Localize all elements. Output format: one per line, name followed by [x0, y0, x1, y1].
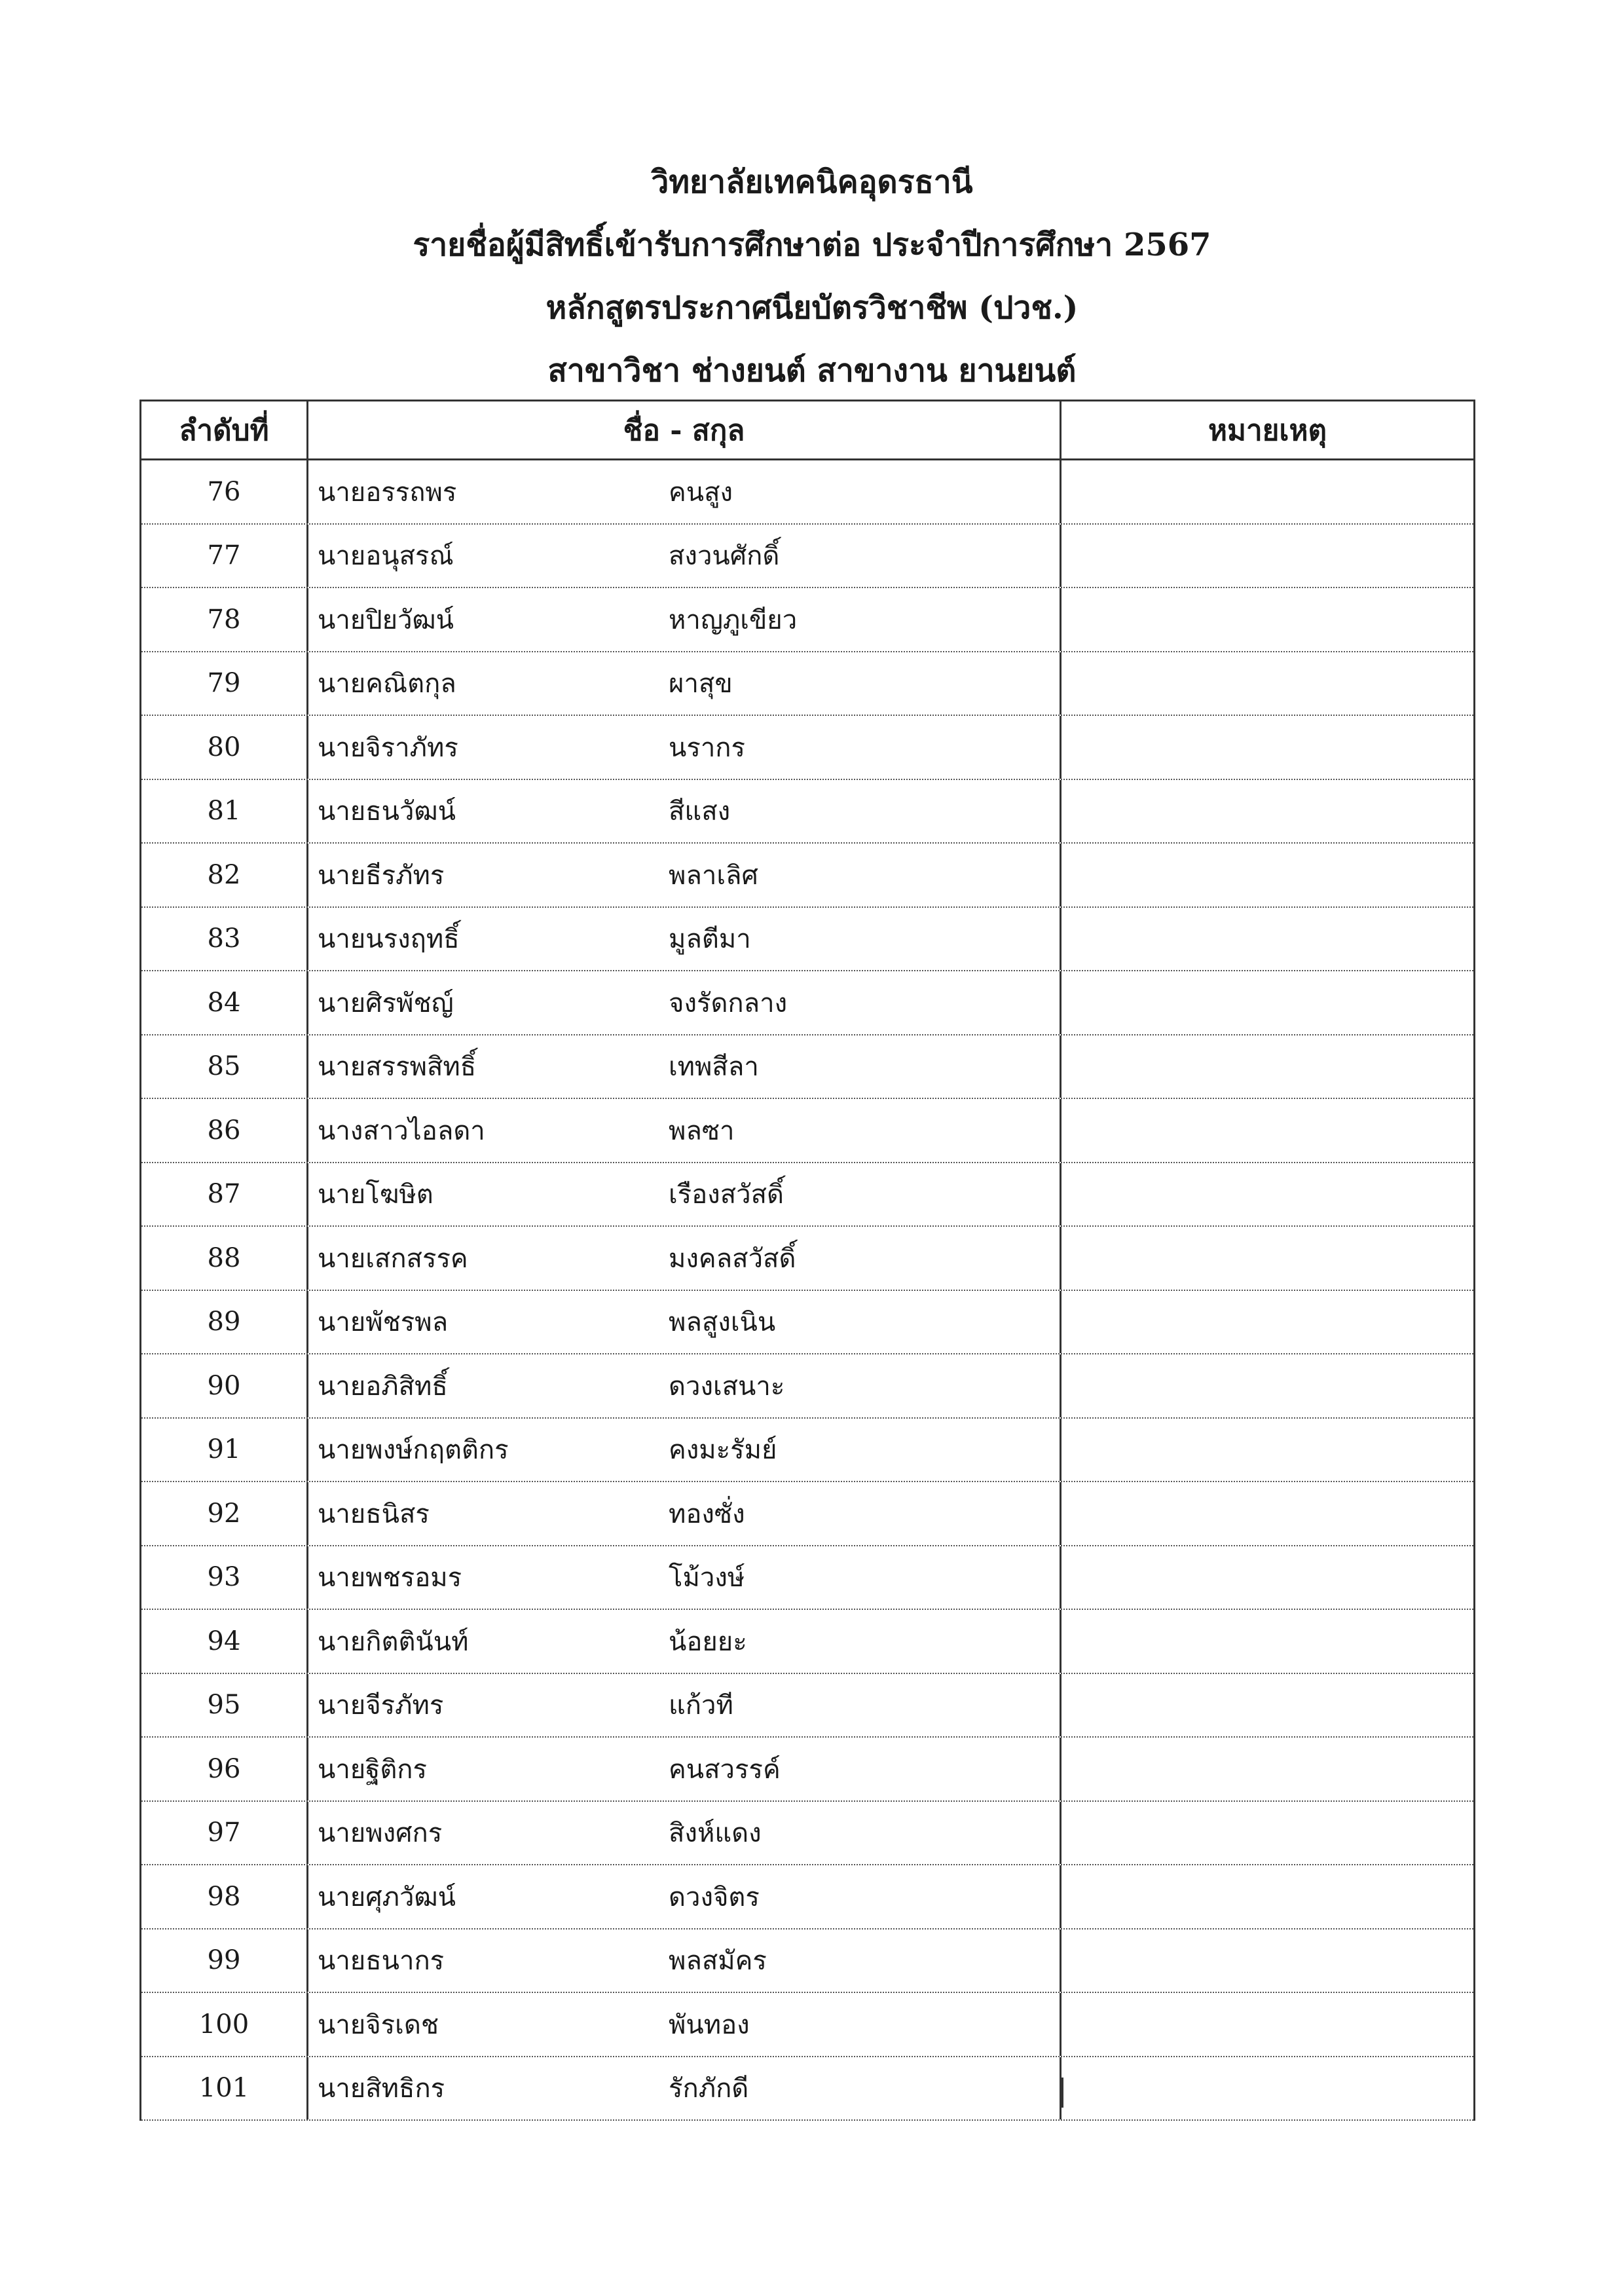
row-remark	[1061, 1546, 1473, 1609]
row-number: 89	[141, 1291, 308, 1354]
header-number: ลำดับที่	[141, 401, 308, 458]
row-full-name	[308, 460, 1061, 523]
row-full-name	[308, 1610, 1061, 1673]
row-number: 100	[141, 1993, 308, 2056]
row-number: 80	[141, 716, 308, 779]
first-name: นายกิตตินันท์	[318, 1626, 469, 1657]
first-name: นายคณิตกุล	[318, 669, 456, 699]
row-full-name	[308, 1227, 1061, 1290]
row-full-name	[308, 1738, 1061, 1800]
row-full-name	[308, 1865, 1061, 1928]
row-full-name	[308, 780, 1061, 843]
table-row	[141, 588, 1473, 652]
row-number: 93	[141, 1546, 308, 1609]
college-name: วิทยาลัยเทคนิคอุดรธานี	[651, 164, 973, 200]
row-remark	[1061, 971, 1473, 1034]
row-number: 81	[141, 780, 308, 843]
table-row	[141, 1035, 1473, 1100]
row-number: 84	[141, 971, 308, 1034]
first-name: นายฐิติกร	[318, 1754, 427, 1785]
row-full-name	[308, 1674, 1061, 1737]
row-full-name	[308, 1546, 1061, 1609]
first-name: นายสรรพสิทธิ์	[318, 1052, 477, 1083]
row-number: 78	[141, 588, 308, 651]
last-name: สงวนศักดิ์	[669, 541, 780, 572]
row-remark	[1061, 1738, 1473, 1800]
table-row	[141, 460, 1473, 525]
row-number: 90	[141, 1354, 308, 1417]
first-name: นายอภิสิทธิ์	[318, 1371, 448, 1402]
last-name: พลาเลิศ	[669, 860, 758, 891]
last-name: คนสวรรค์	[669, 1754, 781, 1785]
row-number: 91	[141, 1419, 308, 1482]
row-full-name	[308, 1035, 1061, 1098]
row-remark	[1061, 1929, 1473, 1992]
header-name: ชื่อ - สกุล	[308, 401, 1061, 458]
column-divider	[306, 2078, 308, 2108]
last-name: พันทอง	[669, 2009, 750, 2040]
row-number: 92	[141, 1482, 308, 1545]
row-number: 99	[141, 1929, 308, 1992]
last-name: พลสูงเนิน	[669, 1307, 776, 1338]
first-name: นายปิยวัฒน์	[318, 605, 454, 635]
row-remark	[1061, 460, 1473, 523]
row-number: 94	[141, 1610, 308, 1673]
row-number: 101	[141, 2057, 308, 2120]
last-name: ผาสุข	[669, 669, 733, 699]
row-number: 98	[141, 1865, 308, 1928]
table-row	[141, 971, 1473, 1035]
last-name: มูลตีมา	[669, 924, 751, 955]
row-number: 86	[141, 1099, 308, 1162]
list-title: รายชื่อผู้มีสิทธิ์เข้ารับการศึกษาต่อ ประจำปีการศึกษา 2567	[413, 227, 1211, 263]
header-remark: หมายเหตุ	[1208, 413, 1327, 447]
row-remark	[1061, 1610, 1473, 1673]
row-remark	[1061, 716, 1473, 779]
last-name: คงมะรัมย์	[669, 1435, 777, 1466]
table-row	[141, 525, 1473, 589]
table-row	[141, 1482, 1473, 1546]
row-full-name	[308, 652, 1061, 715]
first-name: นายเสกสรรค	[318, 1243, 468, 1274]
first-name: นายจีรภัทร	[318, 1690, 444, 1721]
first-name: นายพงษ์กฤตติกร	[318, 1435, 509, 1466]
table-row	[141, 716, 1473, 780]
first-name: นายศิรพัชญ์	[318, 988, 454, 1018]
row-number: 88	[141, 1227, 308, 1290]
row-full-name	[308, 1419, 1061, 1482]
row-remark	[1061, 1865, 1473, 1928]
last-name: สิงห์แดง	[669, 1818, 762, 1849]
row-full-name	[308, 525, 1061, 587]
first-name: นายพงศกร	[318, 1818, 443, 1849]
row-number: 95	[141, 1674, 308, 1737]
table-row	[141, 1546, 1473, 1611]
table-row	[141, 1354, 1473, 1419]
table-row	[141, 1865, 1473, 1929]
row-full-name	[308, 1291, 1061, 1354]
row-remark	[1061, 1354, 1473, 1417]
row-remark	[1061, 1163, 1473, 1226]
row-remark	[1061, 1035, 1473, 1098]
table-row	[141, 844, 1473, 908]
table-row	[141, 1227, 1473, 1291]
table-row	[141, 1163, 1473, 1227]
last-name: ดวงจิตร	[669, 1882, 760, 1912]
first-name: นายธนากร	[318, 1946, 445, 1977]
last-name: นรากร	[669, 732, 745, 763]
table-row	[141, 1674, 1473, 1738]
table-row	[141, 1929, 1473, 1994]
table-row	[141, 652, 1473, 717]
row-full-name	[308, 1099, 1061, 1162]
row-full-name	[308, 1163, 1061, 1226]
first-name: นายธนิสร	[318, 1499, 430, 1529]
row-remark	[1061, 1099, 1473, 1162]
document-header	[0, 151, 1624, 402]
first-name: นายพัชรพล	[318, 1307, 449, 1338]
first-name: นายศุภวัฒน์	[318, 1882, 456, 1912]
row-remark	[1061, 1419, 1473, 1482]
first-name: นางสาวไอลดา	[318, 1115, 485, 1146]
student-table	[139, 400, 1475, 2121]
table-row	[141, 780, 1473, 844]
last-name: คนสูง	[669, 477, 733, 508]
table-row	[141, 1099, 1473, 1163]
row-full-name	[308, 716, 1061, 779]
first-name: นายธนวัฒน์	[318, 796, 456, 827]
column-divider	[1061, 2078, 1063, 2108]
last-name: หาญภูเขียว	[669, 605, 798, 635]
row-remark	[1061, 780, 1473, 843]
last-name: พลซา	[669, 1115, 735, 1146]
first-name: นายสิทธิกร	[318, 2074, 445, 2104]
table-row	[141, 1610, 1473, 1674]
major-name: สาขาวิชา ช่างยนต์ สาขางาน ยานยนต์	[547, 352, 1077, 389]
row-remark	[1061, 1993, 1473, 2056]
row-number: 79	[141, 652, 308, 715]
first-name: นายจิรเดช	[318, 2009, 439, 2040]
row-number: 83	[141, 908, 308, 971]
row-full-name	[308, 908, 1061, 971]
last-name: โม้วงษ์	[669, 1563, 745, 1594]
first-name: นายธีรภัทร	[318, 860, 445, 891]
last-name: จงรัดกลาง	[669, 988, 788, 1018]
row-number: 85	[141, 1035, 308, 1098]
row-remark	[1061, 908, 1473, 971]
row-number: 76	[141, 460, 308, 523]
row-full-name	[308, 1482, 1061, 1545]
program-name: หลักสูตรประกาศนียบัตรวิชาชีพ (ปวช.)	[545, 289, 1079, 326]
row-full-name	[308, 588, 1061, 651]
first-name: นายอรรถพร	[318, 477, 457, 508]
row-remark	[1061, 1227, 1473, 1290]
row-number: 82	[141, 844, 308, 906]
row-remark	[1061, 1674, 1473, 1737]
row-remark	[1061, 1291, 1473, 1354]
row-remark	[1061, 652, 1473, 715]
row-full-name	[308, 1929, 1061, 1992]
row-full-name	[308, 844, 1061, 906]
last-name: สีแสง	[669, 796, 731, 827]
row-remark	[1061, 1802, 1473, 1865]
last-name: มงคลสวัสดิ์	[669, 1243, 796, 1274]
table-row	[141, 908, 1473, 972]
last-name: ดวงเสนาะ	[669, 1371, 785, 1402]
row-remark	[1061, 525, 1473, 587]
row-full-name	[308, 971, 1061, 1034]
last-name: น้อยยะ	[669, 1626, 747, 1657]
row-number: 77	[141, 525, 308, 587]
table-row	[141, 1291, 1473, 1355]
last-name: เรืองสวัสดิ์	[669, 1180, 784, 1210]
row-remark	[1061, 844, 1473, 906]
first-name: นายพชรอมร	[318, 1563, 462, 1594]
last-name: ทองซั่ง	[669, 1499, 745, 1529]
row-full-name	[308, 1802, 1061, 1865]
first-name: นายโฆษิต	[318, 1180, 434, 1210]
row-remark	[1061, 1482, 1473, 1545]
row-remark	[1061, 588, 1473, 651]
table-continuation	[139, 2078, 1475, 2108]
table-body	[141, 460, 1473, 2121]
first-name: นายนรงฤทธิ์	[318, 924, 460, 955]
row-number: 96	[141, 1738, 308, 1800]
table-header-row	[141, 401, 1473, 460]
table-row	[141, 1738, 1473, 1802]
table-row	[141, 1993, 1473, 2057]
last-name: เทพสีลา	[669, 1052, 759, 1083]
table-row	[141, 1802, 1473, 1866]
table-row	[141, 1419, 1473, 1483]
last-name: รักภักดี	[669, 2074, 749, 2104]
first-name: นายอนุสรณ์	[318, 541, 454, 572]
last-name: แก้วที	[669, 1690, 733, 1721]
row-full-name	[308, 1993, 1061, 2056]
first-name: นายจิราภัทร	[318, 732, 458, 763]
row-full-name	[308, 1354, 1061, 1417]
row-number: 97	[141, 1802, 308, 1865]
row-number: 87	[141, 1163, 308, 1226]
last-name: พลสมัคร	[669, 1946, 767, 1977]
